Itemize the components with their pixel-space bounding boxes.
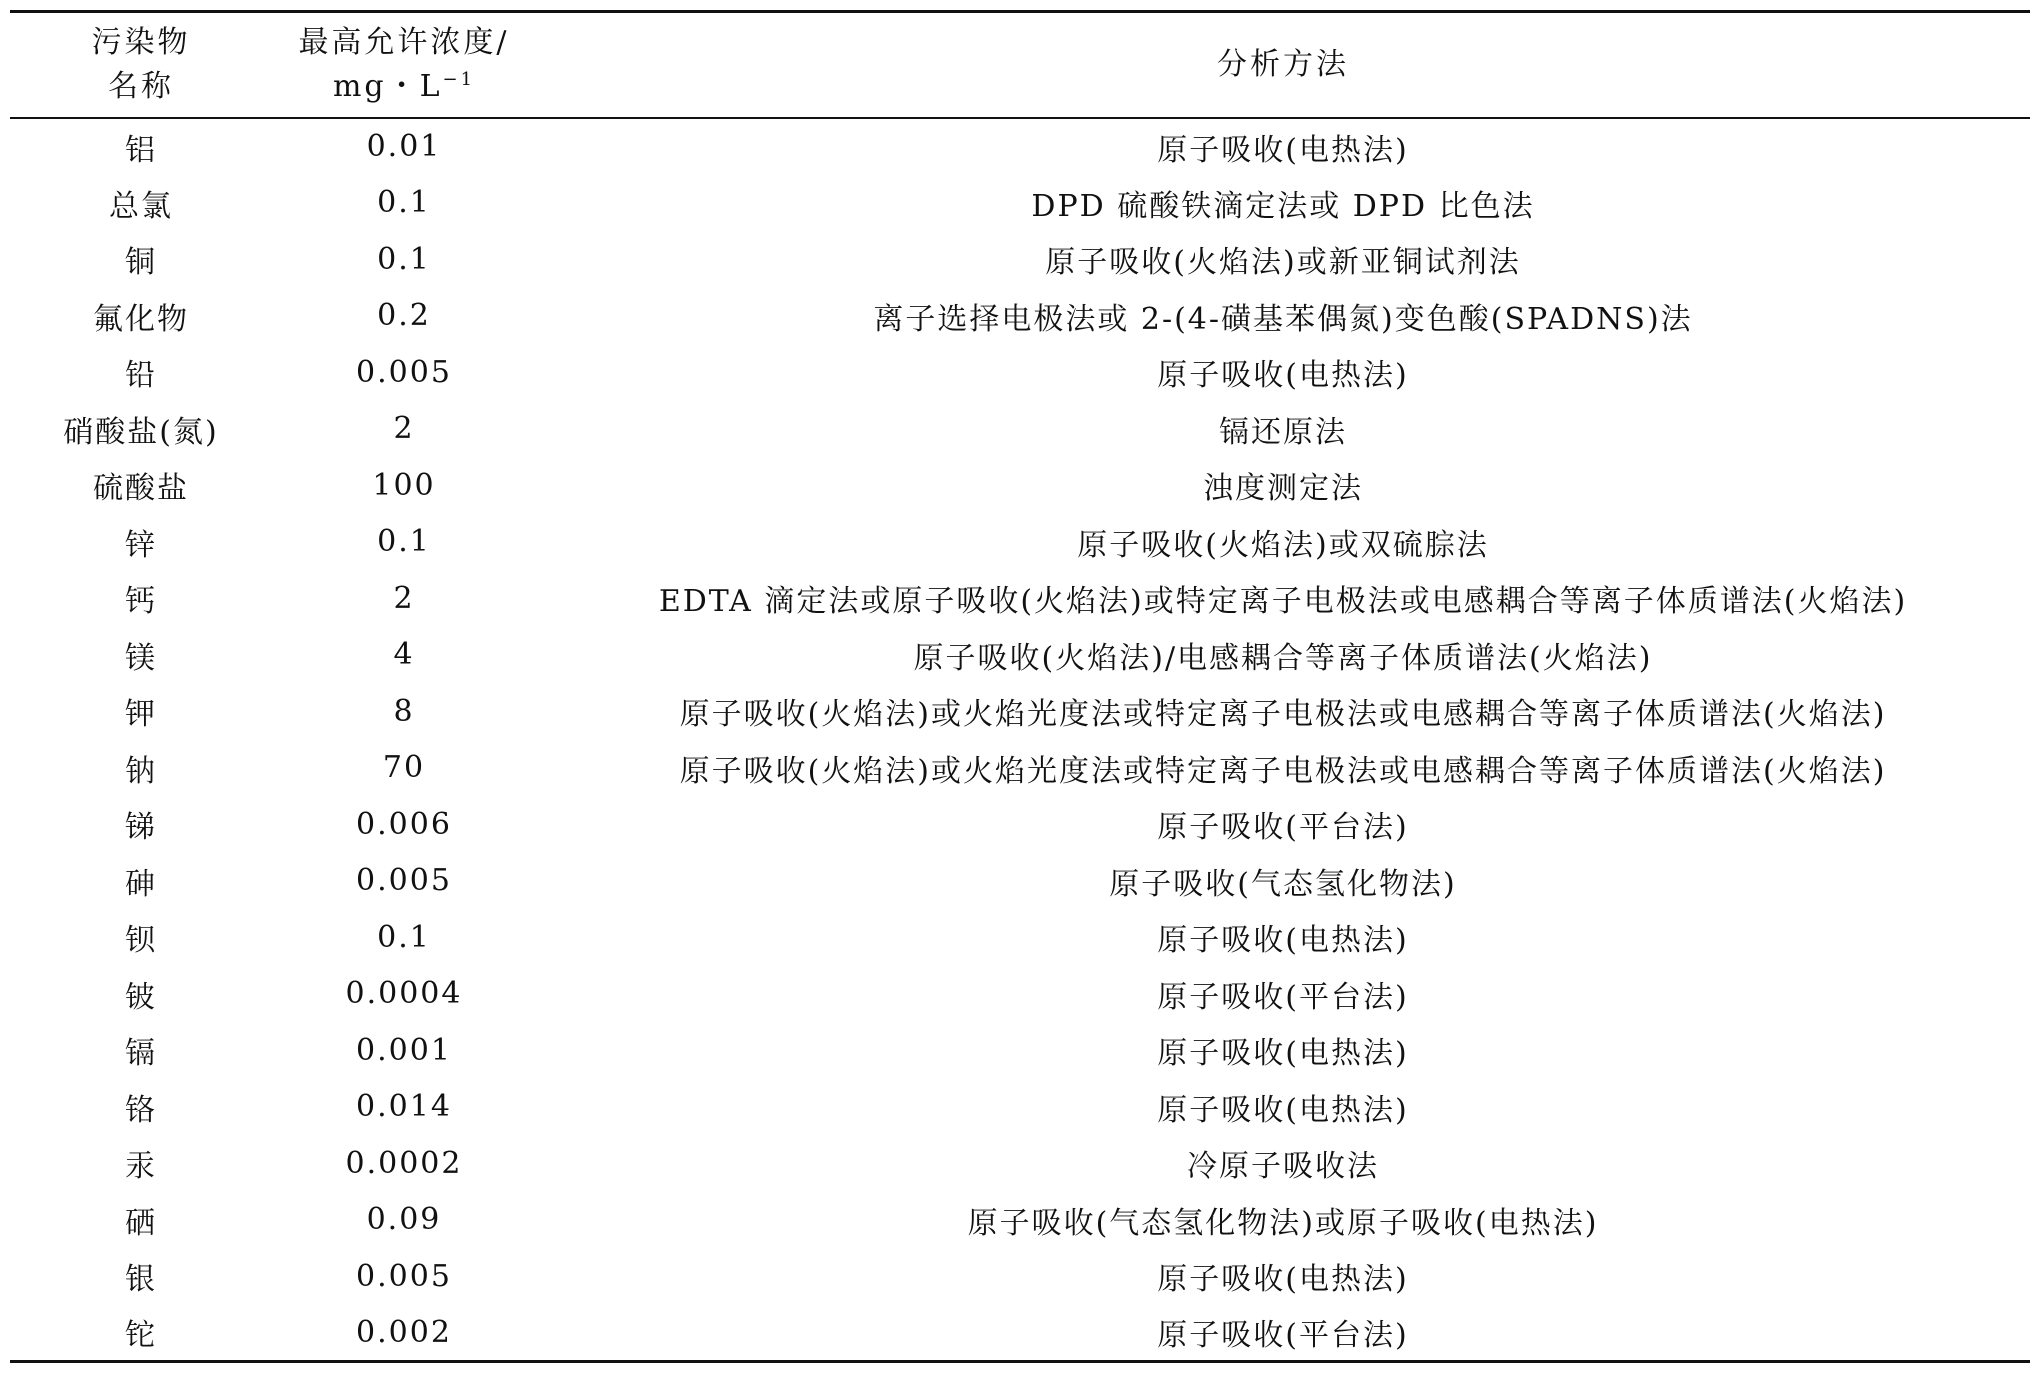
pollutant-name-cell: 铍: [125, 979, 157, 1015]
max-concentration-cell: 0.002: [356, 1314, 452, 1350]
table-row: [10, 457, 2030, 514]
analysis-method-cell: 原子吸收(气态氢化物法)或原子吸收(电热法): [967, 1205, 1599, 1241]
max-concentration-cell: 0.1: [377, 241, 431, 277]
analysis-method-cell: 原子吸收(平台法): [1157, 810, 1409, 846]
header-unit-exponent: −1: [442, 69, 476, 90]
table-row: [10, 1135, 2030, 1192]
analysis-method-cell: 原子吸收(电热法): [1157, 1262, 1409, 1298]
table-row: [10, 231, 2030, 288]
analysis-method-cell: 原子吸收(火焰法)或火焰光度法或特定离子电极法或电感耦合等离子体质谱法(火焰法): [679, 753, 1887, 789]
table-row: [10, 796, 2030, 853]
pollutant-name-cell: 银: [125, 1262, 157, 1298]
max-concentration-cell: 4: [393, 637, 415, 673]
analysis-method-cell: 原子吸收(平台法): [1157, 979, 1409, 1015]
table-row: [10, 1022, 2030, 1079]
table-row: [10, 627, 2030, 684]
pollutant-name-cell: 锌: [125, 527, 157, 563]
pollutant-name-cell: 砷: [125, 866, 157, 902]
max-concentration-cell: 2: [393, 411, 415, 447]
pollutant-name-cell: 氟化物: [93, 301, 189, 337]
table-row: [10, 1248, 2030, 1305]
analysis-method-cell: 原子吸收(电热法): [1157, 358, 1409, 394]
max-concentration-cell: 70: [382, 750, 426, 786]
pollutant-name-cell: 硝酸盐(氮): [63, 414, 219, 450]
pollutant-name-cell: 硫酸盐: [93, 471, 189, 507]
pollutant-name-cell: 硒: [125, 1205, 157, 1241]
analysis-method-cell: 原子吸收(电热法): [1157, 132, 1409, 168]
pollutant-name-cell: 镉: [125, 1036, 157, 1072]
table-row: [10, 909, 2030, 966]
table-row: [10, 570, 2030, 627]
max-concentration-cell: 0.09: [366, 1202, 442, 1238]
table-row: [10, 401, 2030, 458]
header-pollutant-name-line2: 名称: [108, 69, 174, 104]
header-row: [10, 12, 2030, 119]
pollutant-name-cell: 钾: [125, 697, 157, 733]
analysis-method-cell: 浊度测定法: [1203, 471, 1363, 507]
max-concentration-cell: 0.1: [377, 919, 431, 955]
table-row: [10, 1305, 2030, 1362]
analysis-method-cell: 离子选择电极法或 2-(4-磺基苯偶氮)变色酸(SPADNS)法: [873, 301, 1693, 337]
max-concentration-cell: 0.0004: [345, 976, 463, 1012]
table-row: [10, 1079, 2030, 1136]
table-row: [10, 118, 2030, 175]
max-concentration-cell: 0.1: [377, 524, 431, 560]
analysis-method-cell: 原子吸收(电热法): [1157, 923, 1409, 959]
pollutant-name-cell: 汞: [125, 1149, 157, 1185]
max-concentration-cell: 0.005: [356, 863, 452, 899]
pollutant-name-cell: 铬: [125, 1092, 157, 1128]
header-pollutant-name: [10, 12, 272, 119]
table-row: [10, 514, 2030, 571]
table-row: [10, 1192, 2030, 1249]
analysis-method-cell: 原子吸收(火焰法)或双硫腙法: [1077, 527, 1489, 563]
header-max-concentration: [272, 12, 536, 119]
max-concentration-cell: 0.2: [377, 298, 431, 334]
table-row: [10, 853, 2030, 910]
pollutant-name-cell: 钙: [125, 584, 157, 620]
table-body: [10, 118, 2030, 1361]
header-analysis-method: 分析方法: [1217, 47, 1349, 82]
analysis-method-cell: 原子吸收(电热法): [1157, 1036, 1409, 1072]
pollutant-name-cell: 钡: [125, 923, 157, 959]
max-concentration-cell: 0.001: [356, 1032, 452, 1068]
max-concentration-cell: 0.006: [356, 806, 452, 842]
analysis-method-cell: 冷原子吸收法: [1187, 1149, 1379, 1185]
max-concentration-cell: 8: [393, 693, 415, 729]
max-concentration-cell: 0.005: [356, 354, 452, 390]
analysis-method-cell: EDTA 滴定法或原子吸收(火焰法)或特定离子电极法或电感耦合等离子体质谱法(火焰法): [658, 584, 1908, 620]
analysis-method-cell: 原子吸收(气态氢化物法): [1109, 866, 1457, 902]
analysis-method-cell: 镉还原法: [1219, 414, 1347, 450]
analysis-method-cell: 原子吸收(平台法): [1157, 1318, 1409, 1353]
header-unit-base: mg・L: [332, 69, 443, 104]
max-concentration-cell: 0.005: [356, 1258, 452, 1294]
pollutant-name-cell: 锑: [125, 810, 157, 846]
max-concentration-cell: 0.01: [366, 129, 442, 165]
table-header: [10, 12, 2030, 119]
max-concentration-cell: 2: [393, 580, 415, 616]
analysis-method-cell: DPD 硫酸铁滴定法或 DPD 比色法: [1031, 188, 1535, 224]
header-max-concentration-line1: 最高允许浓度/: [298, 25, 510, 60]
pollutant-name-cell: 钠: [125, 753, 157, 789]
max-concentration-cell: 0.014: [356, 1089, 452, 1125]
table-row: [10, 740, 2030, 797]
table-row: [10, 175, 2030, 232]
max-concentration-cell: 0.0002: [345, 1145, 463, 1181]
pollutant-name-cell: 铜: [125, 245, 157, 281]
pollutant-name-cell: 铊: [125, 1318, 157, 1353]
table-row: [10, 288, 2030, 345]
pollutant-name-cell: 铅: [125, 358, 157, 394]
table-row: [10, 966, 2030, 1023]
pollutant-name-cell: 总氯: [109, 188, 173, 224]
table-row: [10, 683, 2030, 740]
header-pollutant-name-line1: 污染物: [91, 25, 191, 60]
header-unit: [272, 65, 536, 109]
table-row: [10, 344, 2030, 401]
max-concentration-cell: 0.1: [377, 185, 431, 221]
analysis-method-cell: 原子吸收(火焰法)或火焰光度法或特定离子电极法或电感耦合等离子体质谱法(火焰法): [679, 697, 1887, 733]
pollutant-name-cell: 铝: [125, 132, 157, 168]
pollutant-analysis-table: [10, 10, 2030, 1363]
pollutant-name-cell: 镁: [125, 640, 157, 676]
max-concentration-cell: 100: [372, 467, 436, 503]
analysis-method-cell: 原子吸收(火焰法)/电感耦合等离子体质谱法(火焰法): [913, 640, 1653, 676]
pollutant-table-container: [10, 10, 2030, 1363]
analysis-method-cell: 原子吸收(电热法): [1157, 1092, 1409, 1128]
analysis-method-cell: 原子吸收(火焰法)或新亚铜试剂法: [1045, 245, 1521, 281]
